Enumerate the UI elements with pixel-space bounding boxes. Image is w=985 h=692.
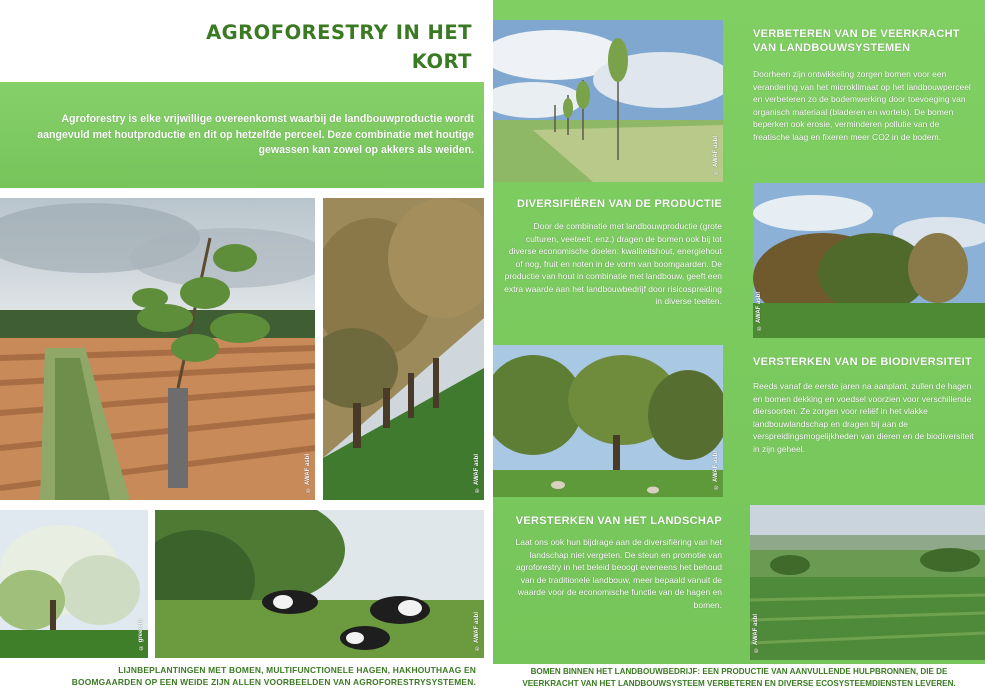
intro-paragraph: Agroforestry is elke vrijwillige overeenkomst waarbij de landbouwproductie wordt aangevuld met houtproductie en dit op hetzelfde perceel. Deze combinatie met houtige gewassen kan zowel op akkers als weiden. (37, 113, 474, 156)
section-body-landscape: Laat ons ook hun bijdrage aan de diversifiëring van het landschap niet vergeten. De steun en promotie van agroforestry in het beleid beoogt eveneens het behoud van de traditionele landbouw, meer bepaald vanuit de waarde voor de economische functie van de hagen en bomen. (515, 537, 722, 610)
section-body-biodiversity: Reeds vanaf de eerste jaren na aanplant, zullen de hagen en bomen dekking en voedsel voorzien voor verschillende diersoorten. Ze zorgen voor reliëf in het vlakke landbouwlandschap en dragen bij aan de verspreidingsmogelijkheden van dieren en de biodiversiteit in zijn geheel. (753, 381, 974, 454)
page-title (150, 18, 472, 76)
photo-credit: © AWAF asbl (756, 291, 762, 330)
photo-cows-pasture (155, 510, 484, 658)
section-title-production: DIVERSIFIËREN VAN DE PRODUCTIE (517, 198, 722, 210)
photo-young-tree-row (493, 20, 723, 182)
photo-blooming-tree (0, 510, 148, 658)
photo-credit: © AWAF asbl (753, 613, 759, 652)
photo-young-tree-field (0, 198, 315, 500)
photo-hedge (753, 183, 985, 338)
section-title-landscape: VERSTERKEN VAN HET LANDSCHAP (515, 515, 722, 527)
caption-left-line1: LIJNBEPLANTINGEN MET BOMEN, MULTIFUNCTIONELE HAGEN, HAKHOUTHAAG EN (118, 665, 476, 675)
section-title-resilience-line2: VAN LANDBOUWSYSTEMEN (753, 42, 911, 54)
page-title-line2: KORT (411, 50, 472, 73)
caption-right (493, 666, 985, 689)
caption-right-line2: VEERKRACHT VAN HET LANDBOUWSYSTEEM VERBETEREN EN DIVERSE ECOSYSTEEMDIENSTEN LEVEREN. (522, 678, 956, 688)
section-body-production: Door de combinatie met landbouwproductie (grote culturen, veeteelt, enz.) dragen de bomen ook bij tot diverse economische doelen: kwaliteitshout, energiehout of nog, fruit en noten in de vorm van boomgaarden. De productie van hout in combinatie met landbouw, geeft een extra waarde aan het landbouwbedrijf door risicospreiding in diverse teelten. (504, 221, 722, 306)
photo-orchard-sheep (493, 345, 723, 497)
section-title-resilience (753, 27, 975, 55)
photo-credit: © AWAF asbl (713, 450, 719, 489)
photo-credit: © AWAF asbl (305, 453, 311, 492)
caption-right-line1: BOMEN BINNEN HET LANDBOUWBEDRIJF: EEN PRODUCTIE VAN AANVULLENDE HULPBRONNEN, DIE DE (530, 667, 948, 676)
caption-left (0, 664, 476, 688)
section-body-resilience: Doorheen zijn ontwikkeling zorgen bomen voor een verandering van het microklimaat op het landbouwperceel en verbeteren zo de bodemwerking door toevoeging van organisch materiaal (bladeren en wortels). De bomen beperken ook erosie, verminderen pollutie van de freatische laag en fixeren meer CO2 in de bodem. (753, 69, 971, 142)
section-title-resilience-line1: VERBETEREN VAN DE VEERKRACHT (753, 28, 960, 40)
photo-credit: © AWAF asbl (474, 611, 480, 650)
page-title-line1: AGROFORESTRY IN HET (206, 21, 472, 44)
photo-willow-row (323, 198, 484, 500)
photo-credit: © AWAF asbl (713, 135, 719, 174)
photo-credit: © AWAF asbl (474, 453, 480, 492)
photo-credit: © green.lu (138, 618, 144, 650)
section-title-biodiversity: VERSTERKEN VAN DE BIODIVERSITEIT (753, 356, 973, 368)
caption-left-line2: BOOMGAARDEN OP EEN WEIDE ZIJN ALLEN VOORBEELDEN VAN AGROFORESTRYSYSTEMEN. (71, 677, 476, 687)
photo-crop-landscape (750, 505, 985, 660)
